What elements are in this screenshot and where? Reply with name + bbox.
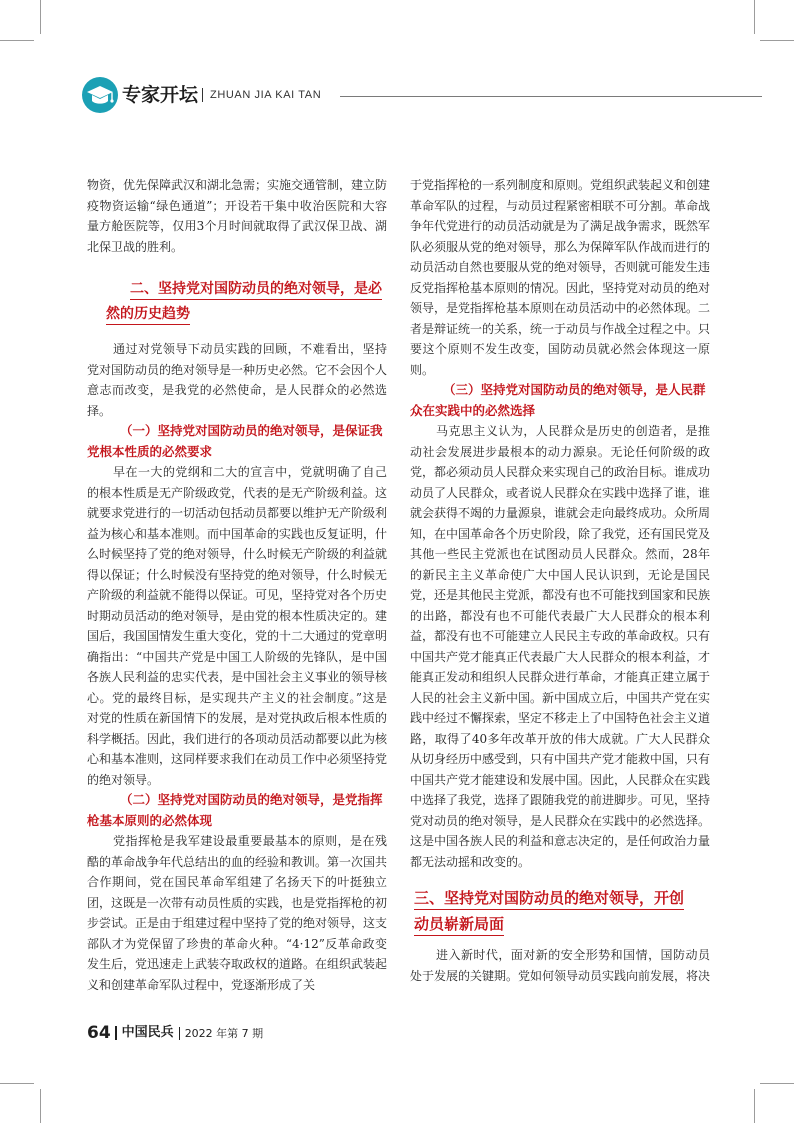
right-column: [410, 175, 710, 986]
body-paragraph: 党指挥枪是我军建设最重要最基本的原则，是在残酷的革命战争年代总结出的血的经验和教训。第一次国共合作期间，党在国民革命军组建了名扬天下的叶挺独立团，这既是一次带有动员性质的实践，也是党指挥枪的初步尝试。正是由于组建过程中坚持了党的绝对领导，这支部队才为党保留了珍贵的革命火种。“4·12”反革命政变发生后，党迅速走上武装夺取政权的道路。在组织武装起义和创建革命军队过程中，党逐渐形成了关: [87, 834, 388, 992]
crop-mark-top-left-vertical: [40, 0, 41, 34]
section-2-heading-text: 二、坚持党对国防动员的绝对领导，是必然的历史趋势: [106, 281, 382, 325]
subsection-2-heading: （二）坚持党对国防动员的绝对领导，是党指挥枪基本原则的必然体现: [87, 792, 383, 828]
subsection-1-heading: （一）坚持党对国防动员的绝对领导，是保证我党根本性质的必然要求: [87, 423, 383, 459]
body-paragraph: 物资，优先保障武汉和湖北急需；实施交通管制，建立防疫物资运输“绿色通道”；开设若干集中收治医院和大容量方舱医院等，仅用3个月时间就取得了武汉保卫战、湖北保卫战的胜利。: [87, 178, 388, 254]
magazine-name: 中国民兵: [115, 1026, 174, 1040]
body-paragraph: 早在一大的党纲和二大的宣言中，党就明确了自己的根本性质是无产阶级政党，代表的是无产阶级利益。这就要求党进行的一切活动包括动员都要以维护无产阶级利益为核心和基本准则。而中国革命的实践也反复证明，什么时候坚持了党的绝对领导，什么时候无产阶级的利益就得以保证；什么时候没有坚持党的绝对领导，什么时候无产阶级的利益就不能得以保证。可见，坚持党对各个历史时期动员活动的绝对领导，是由党的根本性质决定的。建国后，我国国情发生重大变化，党的十二大通过的党章明确指出：“中国共产党是中国工人阶级的先锋队，是中国各族人民利益的忠实代表，是中国社会主义事业的领导核心。党的最终目标，是实现共产主义的社会制度。”这是对党的性质在新国情下的发展，是对党执政后根本性质的科学概括。因此，我们进行的各项动员活动都要以此为核心和基本准则，这同样要求我们在动员工作中必须坚持党的绝对领导。: [87, 465, 388, 787]
subsection-3-heading: （三）坚持党对国防动员的绝对领导，是人民群众在实践中的必然选择: [410, 382, 706, 418]
body-paragraph: 于党指挥枪的一系列制度和原则。党组织武装起义和创建革命军队的过程，与动员过程紧密相联不可分割。革命战争年代党进行的动员活动就是为了满足战争需求，既然军队必须服从党的绝对领导，那么为保障军队作战而进行的动员活动自然也要服从党的绝对领导，否则就可能发生违反党指挥枪基本原则的情况。因此，坚持党对动员的绝对领导，是党指挥枪基本原则在动员活动中的必然体现。二者是辩证统一的关系，统一于动员与作战全过程之中。只要这个原则不发生改变，国防动员就必然会体现这一原则。: [410, 178, 711, 377]
crop-mark-bottom-left-vertical: [40, 1089, 41, 1123]
crop-mark-bottom-right-vertical: [754, 1089, 755, 1123]
body-paragraph: 马克思主义认为，人民群众是历史的创造者，是推动社会发展进步最根本的动力源泉。无论任何阶级的政党，都必须动员人民群众来实现自己的政治目标。谁成功动员了人民群众，或者说人民群众在实践中选择了谁，谁就会获得不竭的力量源泉，谁就会走向最终成功。众所周知，在中国革命各个历史阶段，除了我党，还有国民党及其他一些民主党派也在试图动员人民群众。然而，28年的新民主主义革命使广大中国人民认识到，无论是国民党，还是其他民主党派，都没有也不可能找到国家和民族的出路，都没有也不可能代表最广大人民群众的根本利益，都没有也不可能建立人民民主专政的革命政权。只有中国共产党才能真正代表最广大人民群众的根本利益，才能真正发动和组织人民群众进行革命，才能真正建立属于人民的社会主义新中国。新中国成立后，中国共产党在实践中经过不懈探索，坚定不移走上了中国特色社会主义道路，取得了40多年改革开放的伟大成就。广大人民群众从切身经历中感受到，只有中国共产党才能救中国，只有中国共产党才能建设和发展中国。因此，人民群众在实践中选择了我党，选择了跟随我党的前进脚步。可见，坚持党对动员的绝对领导，是人民群众在实践中的必然选择。这是中国各族人民的利益和意志决定的，是任何政治力量都无法动摇和改变的。: [410, 424, 711, 869]
crop-mark-top-right-horizontal: [760, 40, 794, 41]
section-title: 专家开坛: [122, 84, 199, 106]
section-3-heading: [410, 885, 694, 937]
section-pinyin: ZHUAN JIA KAI TAN: [202, 88, 321, 102]
body-paragraph: 通过对党领导下动员实践的回顾，不难看出，坚持党对国防动员的绝对领导是一种历史必然。它不会因个人意志而改变，是我党的必然使命，是人民群众的必然选择。: [87, 342, 388, 418]
page-footer: [87, 1022, 263, 1044]
crop-mark-bottom-left-horizontal: [0, 1083, 34, 1084]
section-3-heading-text: 三、坚持党对国防动员的绝对领导，开创动员崭新局面: [414, 889, 684, 936]
column-header: [82, 77, 762, 115]
body-paragraph: 进入新时代，面对新的安全形势和国情，国防动员处于发展的关键期。党如何领导动员实践向前发展，将决: [410, 948, 711, 983]
left-column: [87, 175, 387, 995]
header-divider: [340, 96, 762, 97]
issue-label: 2022 年第 7 期: [179, 1027, 263, 1040]
page-number: 64: [87, 1023, 111, 1043]
crop-mark-top-right-vertical: [754, 0, 755, 34]
graduation-cap-icon: [82, 77, 118, 113]
crop-mark-bottom-right-horizontal: [760, 1083, 794, 1084]
section-2-heading: [87, 277, 387, 327]
crop-mark-top-left-horizontal: [0, 40, 34, 41]
